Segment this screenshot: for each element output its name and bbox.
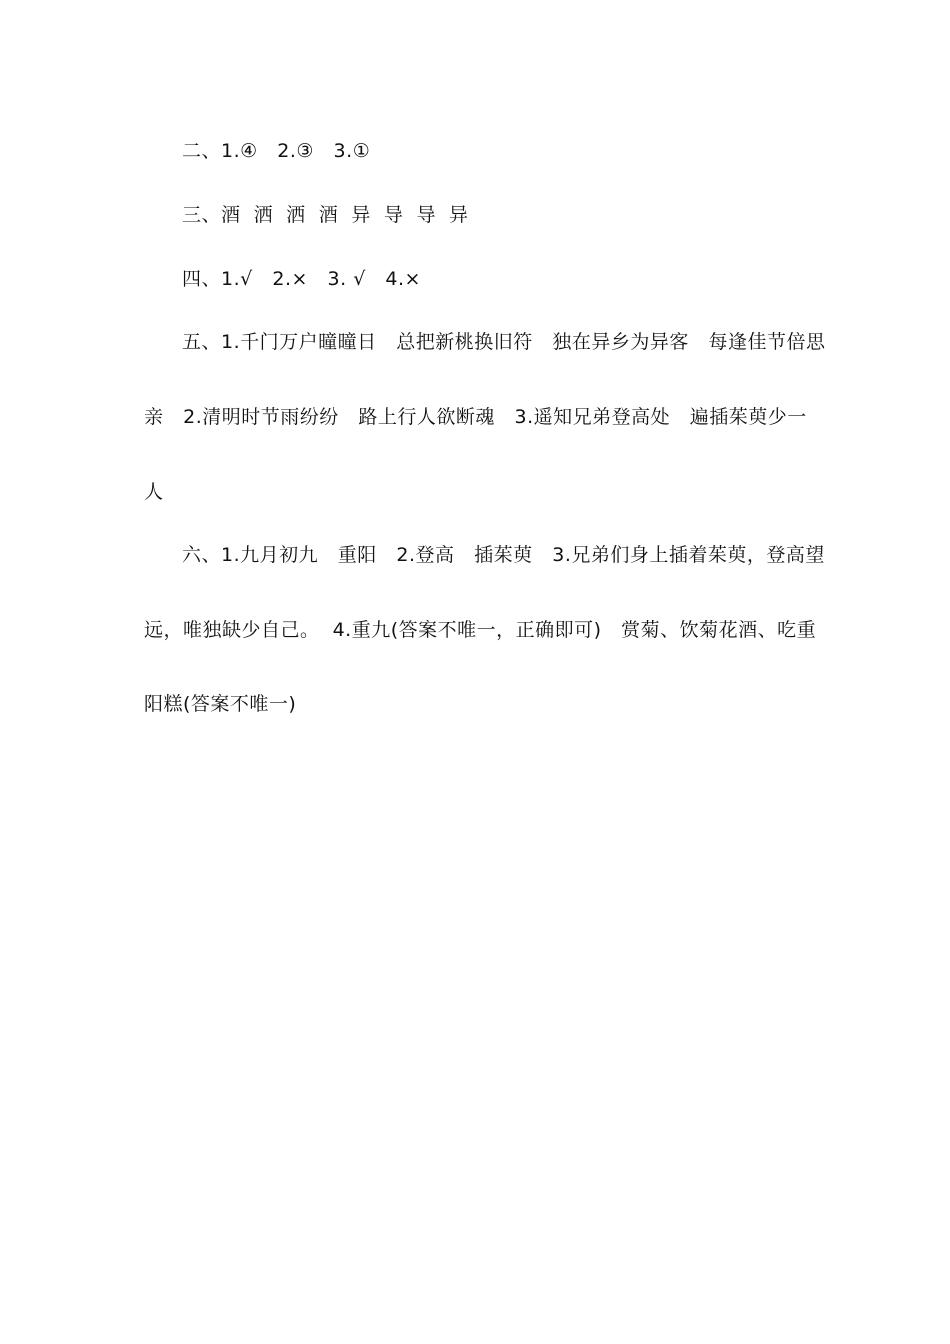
answer-section-6-line-1: 六、1.九月初九 重阳 2.登高 插茱萸 3.兄弟们身上插着茱萸，登高望 — [182, 544, 825, 566]
answer-section-2: 二、1.④ 2.③ 3.① — [182, 140, 371, 162]
answer-section-5-line-2: 亲 2.清明时节雨纷纷 路上行人欲断魂 3.遥知兄弟登高处 遍插茱萸少一 — [144, 406, 807, 428]
answer-section-4: 四、1.√ 2.× 3. √ 4.× — [182, 268, 421, 290]
answer-section-6-line-2: 远，唯独缺少自己。 4.重九(答案不唯一，正确即可) 赏菊、饮菊花酒、吃重 — [144, 619, 817, 641]
answer-section-5-line-3: 人 — [144, 481, 164, 503]
answer-section-3: 三、酒 洒 洒 酒 异 导 导 异 — [182, 204, 469, 226]
answer-section-5-line-1: 五、1.千门万户曈曈日 总把新桃换旧符 独在异乡为异客 每逢佳节倍思 — [182, 331, 826, 353]
answer-section-6-line-3: 阳糕(答案不唯一) — [144, 693, 297, 715]
